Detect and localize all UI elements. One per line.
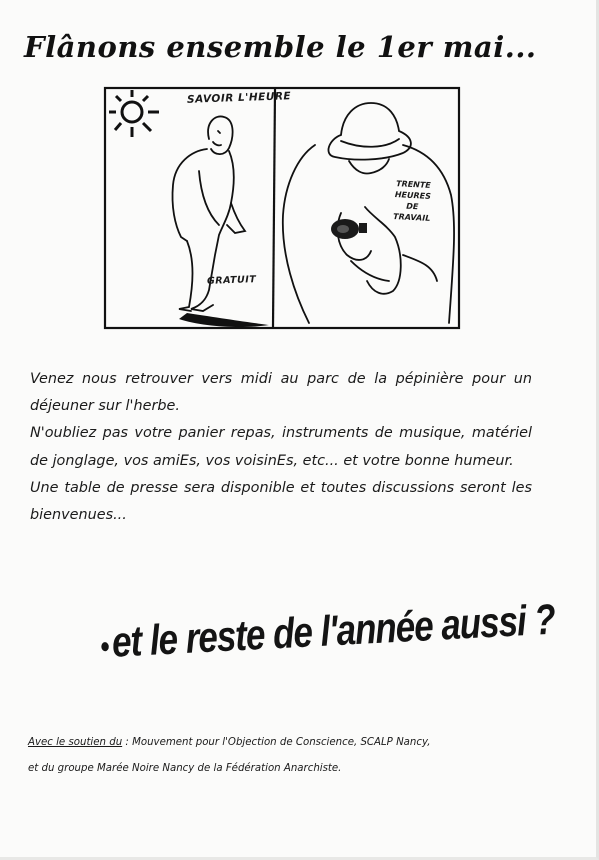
label-line: HEURES <box>394 190 432 201</box>
paragraph-bring: N'oubliez pas votre panier repas, instruments de musique, matériel de jonglage, vos amiEs, vos voisinEs, etc... et votre bonne humeur. <box>30 425 532 469</box>
label-line: TRENTE <box>395 179 432 190</box>
cartoon-illustration <box>103 85 461 331</box>
support-line-1 <box>28 730 528 756</box>
paragraph-press-table: Une table de presse sera disponible et toutes discussions seront les bienvenues... <box>30 479 532 524</box>
support-orgs: : Mouvement pour l'Objection de Conscience, SCALP Nancy, <box>122 737 431 748</box>
page-title: Flânons ensemble le 1er mai... <box>24 30 537 64</box>
slogan-text: et le reste de l'année aussi ? <box>110 595 556 667</box>
label-line: DE <box>406 201 419 212</box>
sun-icon <box>109 90 159 137</box>
label-savoir-l-heure: SAVOIR L'HEURE <box>186 90 292 106</box>
support-credits <box>28 730 528 782</box>
support-intro: Avec le soutien du <box>28 737 123 748</box>
label-line: TRAVAIL <box>392 212 431 223</box>
slogan-bullet: • <box>99 627 110 665</box>
label-trente-heures <box>393 178 432 224</box>
support-line-2: et du groupe Marée Noire Nancy de la Fédération Anarchiste. <box>28 763 342 774</box>
label-gratuit: GRATUIT <box>206 274 257 287</box>
paragraph-meeting: Venez nous retrouver vers midi au parc de la pépinière pour un déjeuner sur l'herbe. <box>30 371 532 415</box>
panel-divider <box>273 89 275 327</box>
invitation-text <box>30 366 532 529</box>
wristwatch-icon <box>331 219 367 239</box>
figure-shadow <box>179 313 269 327</box>
